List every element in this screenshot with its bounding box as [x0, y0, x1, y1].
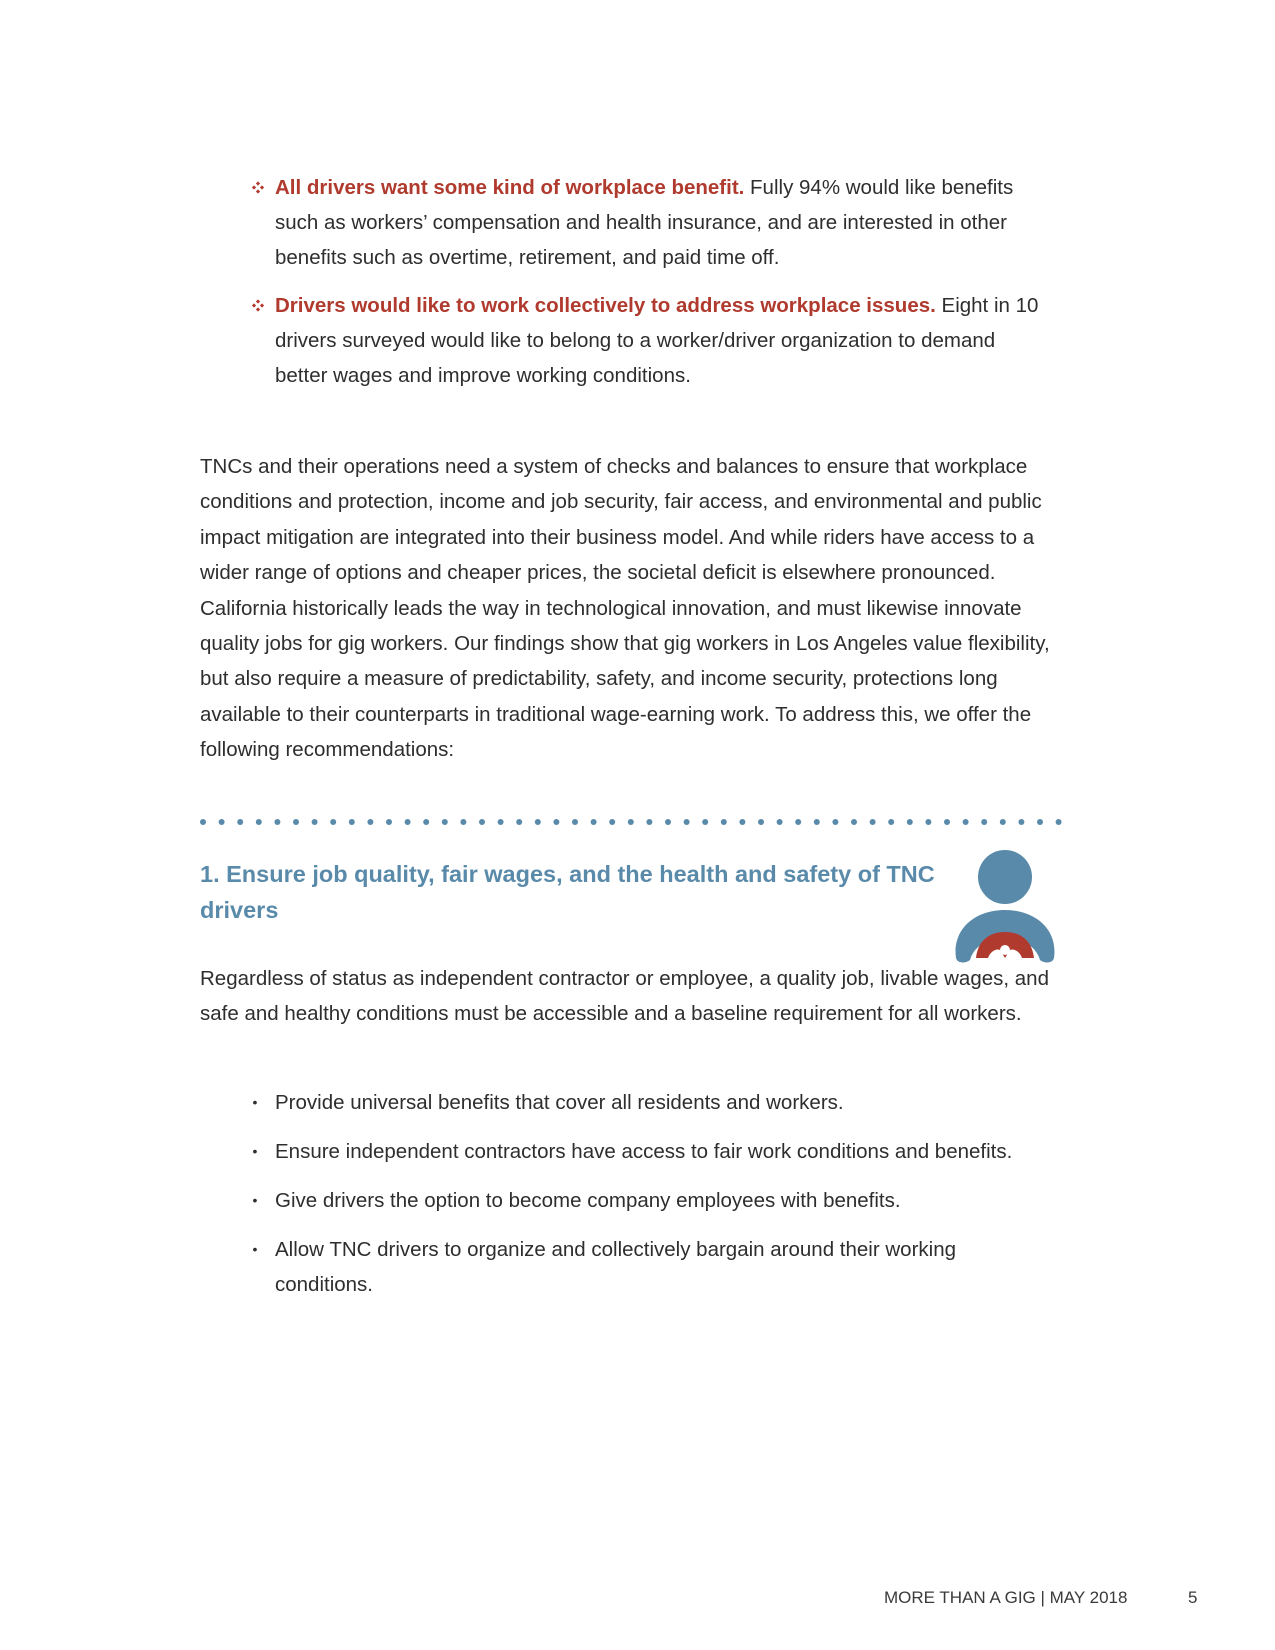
- divider-dot: [330, 819, 336, 825]
- divider-dot: [702, 819, 708, 825]
- finding-text: Fully 94% would like benefits such as workers’ compensation and health insurance, and are interested in other benefits such as overtime, retirement, and paid time off.: [275, 176, 1014, 269]
- divider-dot: [572, 819, 578, 825]
- section-heading: 1. Ensure job quality, fair wages, and the health and safety of TNC drivers: [200, 861, 935, 923]
- divider-dot: [981, 819, 987, 825]
- divider-dot: [553, 819, 559, 825]
- finding-lead: All drivers want some kind of workplace benefit.: [275, 176, 745, 199]
- divider-dot: [832, 819, 838, 825]
- divider-dot: [442, 819, 448, 825]
- divider-dot: [498, 819, 504, 825]
- divider-dot: [777, 819, 783, 825]
- bullet-dot-icon: •: [252, 1143, 258, 1159]
- divider-dot: [721, 819, 727, 825]
- divider-dot: [405, 819, 411, 825]
- divider-dot: [944, 819, 950, 825]
- divider-dot: [479, 819, 485, 825]
- diamond-bullet-icon: [250, 288, 266, 323]
- page-number: 5: [1188, 1588, 1198, 1607]
- recommendations-list: [250, 1085, 1050, 1316]
- footer-title: MORE THAN A GIG | MAY 2018: [884, 1588, 1128, 1607]
- divider-dot: [739, 819, 745, 825]
- divider-dot: [312, 819, 318, 825]
- divider-dot: [423, 819, 429, 825]
- divider-dot: [460, 819, 466, 825]
- divider-dot: [535, 819, 541, 825]
- divider-dot: [851, 819, 857, 825]
- findings-list: [250, 170, 1050, 406]
- divider-dot: [349, 819, 355, 825]
- bullet-dot-icon: •: [252, 1192, 258, 1208]
- divider-dot: [237, 819, 243, 825]
- bullet-dot-icon: •: [252, 1241, 258, 1257]
- finding-text: Eight in 10 drivers surveyed would like to belong to a worker/driver organization to demand better wages and improve working conditions.: [275, 294, 1039, 387]
- divider-dot: [795, 819, 801, 825]
- divider-dot: [628, 819, 634, 825]
- finding-lead: Drivers would like to work collectively to address workplace issues.: [275, 294, 936, 317]
- divider-dot: [293, 819, 299, 825]
- divider-dot: [888, 819, 894, 825]
- divider-dot: [591, 819, 597, 825]
- divider-dot: [870, 819, 876, 825]
- recommendation-item: • Ensure independent contractors have access to fair work conditions and benefits.: [250, 1134, 1050, 1169]
- recommendation-item: • Give drivers the option to become company employees with benefits.: [250, 1183, 1050, 1218]
- divider-dot: [367, 819, 373, 825]
- divider-dot: [274, 819, 280, 825]
- intro-paragraph: TNCs and their operations need a system of checks and balances to ensure that workplace conditions and protection, income and job security, fair access, and environmental and public impact mitigation are integrated into their business model. And while riders have access to a wider range of options and cheaper prices, the societal deficit is elsewhere pronounced. California historically leads the way in technological innovation, and must likewise innovate quality jobs for gig workers. Our findings show that gig workers in Los Angeles value flexibility, but also require a measure of predictability, safety, and income security, protections long available to their counterparts in traditional wage-earning work. To address this, we offer the following recommendations:: [200, 455, 1050, 762]
- divider-dot: [1000, 819, 1006, 825]
- driver-steering-wheel-icon: [952, 848, 1058, 964]
- finding-item: [250, 170, 1050, 275]
- divider-dot: [963, 819, 969, 825]
- dotted-divider: [200, 816, 1062, 828]
- divider-dot: [646, 819, 652, 825]
- divider-dot: [665, 819, 671, 825]
- section-body: Regardless of status as independent contractor or employee, a quality job, livable wages, and safe and healthy conditions must be accessible and a baseline requirement for all workers.: [200, 967, 1049, 1026]
- bullet-dot-icon: •: [252, 1094, 258, 1110]
- recommendation-item: • Provide universal benefits that cover all residents and workers.: [250, 1085, 1050, 1120]
- divider-dot: [219, 819, 225, 825]
- divider-dot: [814, 819, 820, 825]
- divider-dot: [256, 819, 262, 825]
- divider-dot: [758, 819, 764, 825]
- divider-dot: [609, 819, 615, 825]
- diamond-bullet-icon: [250, 170, 266, 205]
- divider-dot: [516, 819, 522, 825]
- recommendation-item: • Allow TNC drivers to organize and collectively bargain around their working conditions.: [250, 1232, 1050, 1302]
- divider-dot: [386, 819, 392, 825]
- divider-dot: [1056, 819, 1062, 825]
- finding-item: [250, 288, 1050, 393]
- divider-dot: [907, 819, 913, 825]
- divider-dot: [200, 819, 206, 825]
- divider-dot: [1018, 819, 1024, 825]
- divider-dot: [925, 819, 931, 825]
- divider-dot: [684, 819, 690, 825]
- divider-dot: [1037, 819, 1043, 825]
